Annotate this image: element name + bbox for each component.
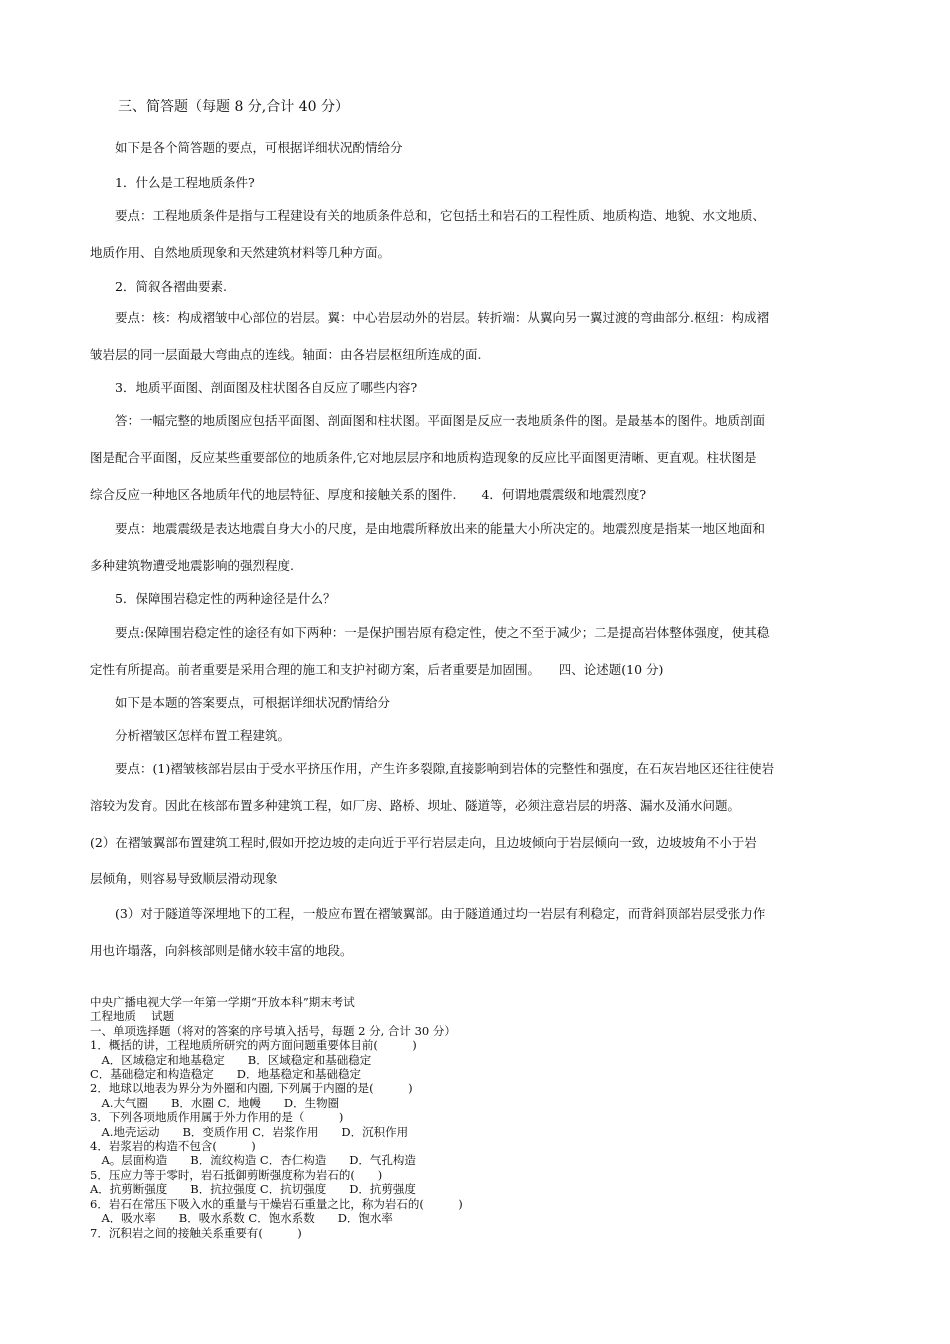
mc-question-1: 1．概括的讲，工程地质所研究的两方面问题重要体目前( ) bbox=[90, 1038, 417, 1053]
answer-4-line-1: 要点：地震震级是表达地震自身大小的尺度，是由地震所释放出来的能量大小所决定的。地震烈度是指某一地区地面和 bbox=[90, 521, 766, 536]
essay-answer-line-3: (2）在褶皱翼部布置建筑工程时,假如开挖边坡的走向近于平行岩层走向，且边坡倾向于岩层倾向一致，边坡坡角不小于岩 bbox=[90, 835, 757, 850]
answer-1-line-1: 要点：工程地质条件是指与工程建设有关的地质条件总和，它包括土和岩石的工程性质、地质构造、地貌、水文地质、 bbox=[90, 208, 766, 223]
question-3: 3．地质平面图、剖面图及柱状图各自反应了哪些内容? bbox=[90, 380, 418, 395]
part-heading: 一、单项选择题（将对的答案的序号填入括号，每题 2 分, 合计 30 分） bbox=[90, 1023, 456, 1038]
mc-question-7: 7．沉积岩之间的接触关系重要有( ) bbox=[90, 1225, 302, 1240]
answer-3-line-3: 综合反应一种地区各地质年代的地层特征、厚度和接触关系的图件. 4．何谓地震震级和地震烈度? bbox=[90, 487, 647, 502]
essay-answer-line-1: 要点：(1)褶皱核部岩层由于受水平挤压作用，产生许多裂隙,直接影响到岩体的完整性和强度，在石灰岩地区还往往使岩 bbox=[90, 761, 775, 776]
mc-options-1a: A．区域稳定和地基稳定 B．区域稳定和基础稳定 bbox=[90, 1052, 372, 1067]
mc-question-6: 6．岩石在常压下吸入水的重量与干燥岩石重量之比，称为岩石的( ) bbox=[90, 1196, 463, 1211]
mc-options-1b: C．基础稳定和构造稳定 D．地基稳定和基础稳定 bbox=[90, 1067, 362, 1082]
essay-answer-line-4: 层倾角，则容易导致顺层滑动现象 bbox=[90, 871, 278, 886]
mc-options-4: A。层面构造 B．流纹构造 C．杏仁构造 D．气孔构造 bbox=[90, 1153, 416, 1168]
mc-options-5: A．抗剪断强度 B．抗拉强度 C．抗切强度 D．抗剪强度 bbox=[90, 1182, 416, 1197]
essay-answer-line-2: 溶较为发育。因此在核部布置多种建筑工程，如厂房、路桥、坝址、隧道等，必须注意岩层的坍落、漏水及涌水问题。 bbox=[90, 798, 741, 813]
grading-note: 如下是各个简答题的要点，可根据详细状况酌情给分 bbox=[90, 140, 403, 155]
mc-question-2: 2．地球以地表为界分为外圈和内圈, 下列属于内圈的是( ) bbox=[90, 1081, 413, 1096]
essay-answer-line-5: (3）对于隧道等深埋地下的工程，一般应布置在褶皱翼部。由于隧道通过均一岩层有利稳定，而背斜顶部岩层受张力作 bbox=[90, 906, 766, 921]
section-heading: 三、简答题（每题 8 分,合计 40 分） bbox=[90, 99, 349, 115]
answer-2-line-2: 皱岩层的同一层面最大弯曲点的连线。轴面：由各岩层枢纽所连成的面. bbox=[90, 347, 482, 362]
question-2: 2．简叙各褶曲要素. bbox=[90, 279, 227, 294]
answer-1-line-2: 地质作用、自然地质现象和天然建筑材料等几种方面。 bbox=[90, 245, 391, 260]
mc-question-4: 4．岩浆岩的构造不包含( ) bbox=[90, 1139, 256, 1154]
answer-3-line-2: 图是配合平面图，反应某些重要部位的地质条件,它对地层层序和地质构造现象的反应比平面图更清晰、更直观。柱状图是 bbox=[90, 450, 757, 465]
answer-5-line-2: 定性有所提高。前者重要是采用合理的施工和支护衬砌方案，后者重要是加固围。 四、论述题(10 分) bbox=[90, 662, 664, 677]
mc-options-3: A.地壳运动 B．变质作用 C．岩浆作用 D．沉积作用 bbox=[90, 1124, 409, 1139]
exam-title: 中央广播电视大学一年第一学期“开放本科”期末考试 bbox=[90, 995, 355, 1009]
answer-2-line-1: 要点：核：构成褶皱中心部位的岩层。翼：中心岩层动外的岩层。转折端：从翼向另一翼过渡的弯曲部分.枢纽：构成褶 bbox=[90, 310, 769, 325]
exam-subject: 工程地质 试题 bbox=[90, 1009, 175, 1024]
mc-question-5: 5．压应力等于零时，岩石抵御剪断强度称为岩石的( ) bbox=[90, 1167, 383, 1182]
essay-answer-line-6: 用也许塌落，向斜核部则是储水较丰富的地段。 bbox=[90, 943, 353, 958]
answer-4-line-2: 多种建筑物遭受地震影响的强烈程度. bbox=[90, 558, 294, 573]
question-5: 5．保障围岩稳定性的两种途径是什么？ bbox=[90, 591, 336, 606]
essay-question: 分析褶皱区怎样布置工程建筑。 bbox=[90, 728, 291, 743]
mc-options-6: A．吸水率 B．吸水系数 C．饱水系数 D．饱水率 bbox=[90, 1211, 393, 1226]
question-1: 1．什么是工程地质条件? bbox=[90, 175, 255, 190]
answer-3-line-1: 答：一幅完整的地质图应包括平面图、剖面图和柱状图。平面图是反应一表地质条件的图。是最基本的图件。地质剖面 bbox=[90, 413, 766, 428]
essay-grading-note: 如下是本题的答案要点，可根据详细状况酌情给分 bbox=[90, 695, 391, 710]
answer-5-line-1: 要点:保障围岩稳定性的途径有如下两种：一是保护围岩原有稳定性，使之不至于减少；二是提高岩体整体强度，使其稳 bbox=[90, 625, 770, 640]
mc-question-3: 3．下列各项地质作用属于外力作用的是（ ) bbox=[90, 1110, 344, 1125]
mc-options-2: A.大气圈 B．水圈 C．地幔 D．生物圈 bbox=[90, 1095, 340, 1110]
exam-paper-section bbox=[90, 995, 860, 1240]
